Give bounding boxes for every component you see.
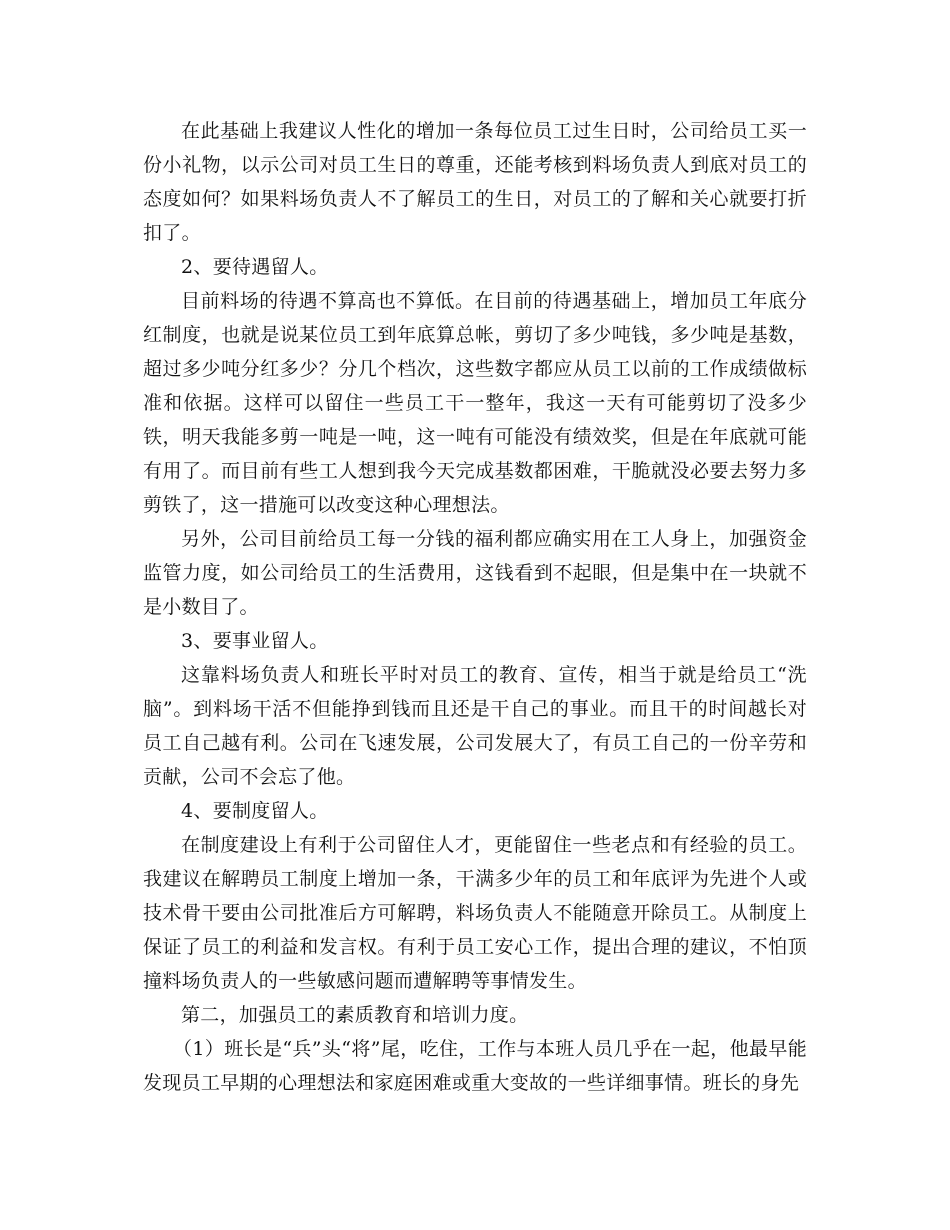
heading-training: 第二，加强员工的素质教育和培训力度。 bbox=[181, 1004, 529, 1026]
paragraph-birthday-gift: 在此基础上我建议人性化的增加一条每位员工过生日时，公司给员工买一份小礼物，以示公司对员工生日的尊重，还能考核到料场负责人到底对员工的态度如何？如果料场负责人不了解员工的生日，对员工的了解和关心就要打折扣了。 bbox=[143, 120, 807, 244]
paragraph-welfare-supervision: 另外，公司目前给员工每一分钱的福利都应确实用在工人身上，加强资金监管力度，如公司给员工的生活费用，这钱看到不起眼，但是集中在一块就不是小数目了。 bbox=[143, 528, 807, 618]
paragraph-squad-leader: （1）班长是“兵”头“将”尾，吃住，工作与本班人员几乎在一起，他最早能发现员工早期的心理想法和家庭困难或重大变故的一些详细事情。班长的身先 bbox=[143, 1038, 807, 1094]
paragraph-career-education: 这靠料场负责人和班长平时对员工的教育、宣传，相当于就是给员工“洗脑”。到料场干活不但能挣到钱而且还是干自己的事业。而且干的时间越长对员工自己越有利。公司在飞速发展，公司发展大了，有员工自己的一份辛劳和贡献，公司不会忘了他。 bbox=[143, 664, 807, 788]
paragraph-dismissal-system: 在制度建设上有利于公司留住人才，更能留住一些老点和有经验的员工。我建议在解聘员工制度上增加一条，干满多少年的员工和年底评为先进个人或技术骨干要由公司批准后方可解聘，料场负责人不能随意开除员工。从制度上保证了员工的利益和发言权。有利于员工安心工作，提出合理的建议，不怕顶撞料场负责人的一些敏感问题而遭解聘等事情发生。 bbox=[143, 834, 807, 992]
heading-career-retention: 3、要事业留人。 bbox=[181, 630, 329, 652]
heading-system-retention: 4、要制度留人。 bbox=[181, 800, 329, 822]
paragraph-year-end-bonus: 目前料场的待遇不算高也不算低。在目前的待遇基础上，增加员工年底分红制度，也就是说某位员工到年底算总帐，剪切了多少吨钱，多少吨是基数，超过多少吨分红多少？分几个档次，这些数字都应从员工以前的工作成绩做标准和依据。这样可以留住一些员工干一整年，我这一天有可能剪切了没多少铁，明天我能多剪一吨是一吨，这一吨有可能没有绩效奖，但是在年底就可能有用了。而目前有些工人想到我今天完成基数都困难，干脆就没必要去努力多剪铁了，这一措施可以改变这种心理想法。 bbox=[143, 290, 807, 516]
heading-treatment-retention: 2、要待遇留人。 bbox=[181, 256, 329, 278]
document-page bbox=[143, 114, 807, 1100]
